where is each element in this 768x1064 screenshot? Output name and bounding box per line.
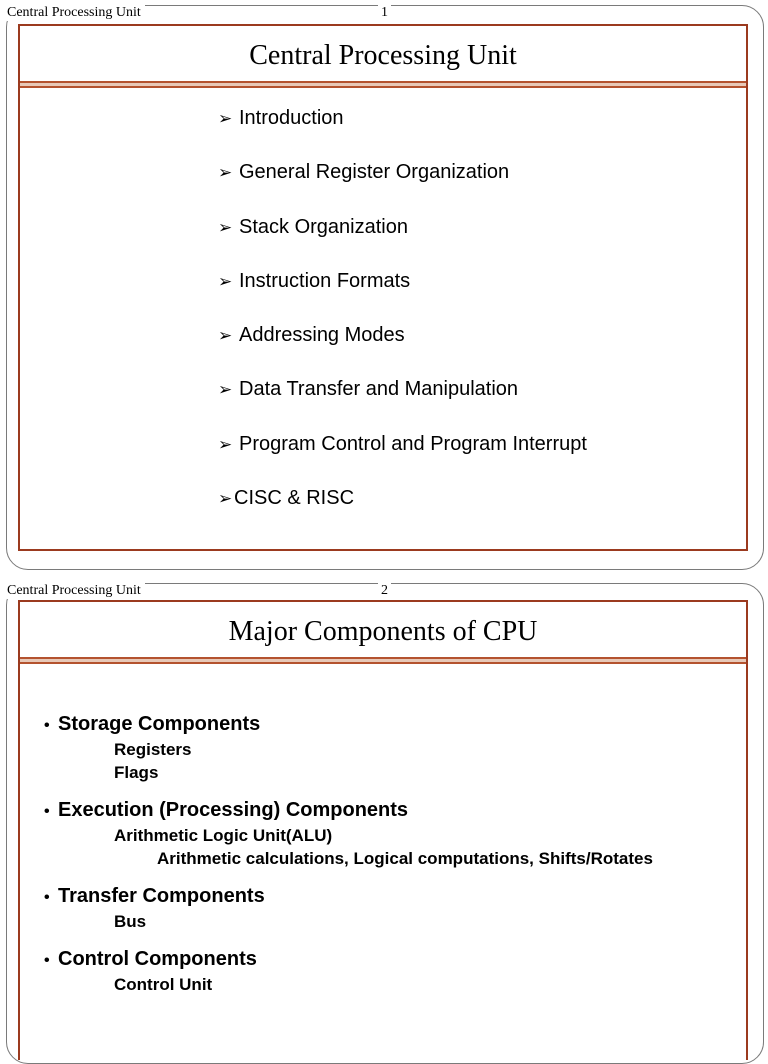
arrow-bullet-icon: ➢: [218, 271, 233, 291]
bullet-dot-icon: •: [44, 952, 50, 969]
slide-2: [0, 578, 768, 1024]
list-item: [218, 269, 587, 293]
list-item: [44, 712, 653, 784]
list-item: [44, 798, 653, 870]
component-sub-item: Bus: [114, 912, 147, 931]
list-item-label: Data Transfer and Manipulation: [239, 378, 519, 401]
slide-page-number: 1: [378, 5, 391, 21]
slide-page-number: 2: [378, 583, 391, 599]
component-heading: Transfer Components: [58, 885, 265, 907]
arrow-bullet-icon: ➢: [218, 326, 233, 346]
arrow-bullet-icon: ➢: [218, 109, 233, 128]
list-item-label: CISC & RISC: [234, 487, 355, 510]
list-item-label: Stack Organization: [239, 215, 408, 238]
component-sub-item: Flags: [114, 763, 159, 782]
title-rule-bottom: [20, 86, 746, 88]
title-rule-bottom: [20, 662, 746, 664]
list-item-label: General Register Organization: [239, 161, 510, 184]
bullet-dot-icon: •: [44, 803, 50, 820]
list-item: [218, 215, 587, 239]
component-sub-item: Arithmetic Logic Unit(ALU): [114, 826, 333, 845]
slide-frame: [18, 24, 748, 551]
arrow-bullet-icon: ➢: [218, 217, 233, 237]
list-item: [218, 160, 587, 184]
arrow-bullet-icon: ➢: [218, 434, 233, 454]
component-detail: Arithmetic calculations, Logical computations, Shifts/Rotates: [157, 849, 653, 868]
component-heading: Control Components: [58, 948, 257, 970]
component-sub-item: Registers: [114, 740, 192, 759]
slide-frame: [18, 600, 748, 1060]
list-item-label: Addressing Modes: [239, 324, 405, 347]
arrow-bullet-icon: ➢: [218, 163, 233, 183]
slide-title: Major Components of CPU: [228, 616, 538, 647]
component-heading: Storage Components: [58, 713, 261, 735]
component-heading: Execution (Processing) Components: [58, 799, 409, 821]
list-item: [218, 377, 587, 401]
list-item-label: Program Control and Program Interrupt: [239, 432, 587, 455]
list-item: [218, 486, 587, 510]
slide-header-title: Central Processing Unit: [7, 583, 145, 599]
arrow-bullet-icon: ➢: [218, 380, 233, 400]
bullet-dot-icon: •: [44, 889, 50, 906]
slide-header-title: Central Processing Unit: [7, 5, 145, 21]
list-item: [44, 884, 653, 933]
list-item-label: Instruction Formats: [239, 269, 411, 292]
bullet-dot-icon: •: [44, 717, 50, 734]
topic-list: [218, 106, 587, 540]
slide-title: Central Processing Unit: [249, 40, 517, 71]
list-item: [218, 432, 587, 456]
list-item: [218, 106, 587, 130]
component-list: [44, 712, 653, 1010]
list-item-label: Introduction: [239, 107, 344, 129]
list-item: [44, 947, 653, 996]
arrow-bullet-icon: ➢: [218, 489, 233, 509]
list-item: [218, 323, 587, 347]
component-sub-item: Control Unit: [114, 975, 213, 994]
